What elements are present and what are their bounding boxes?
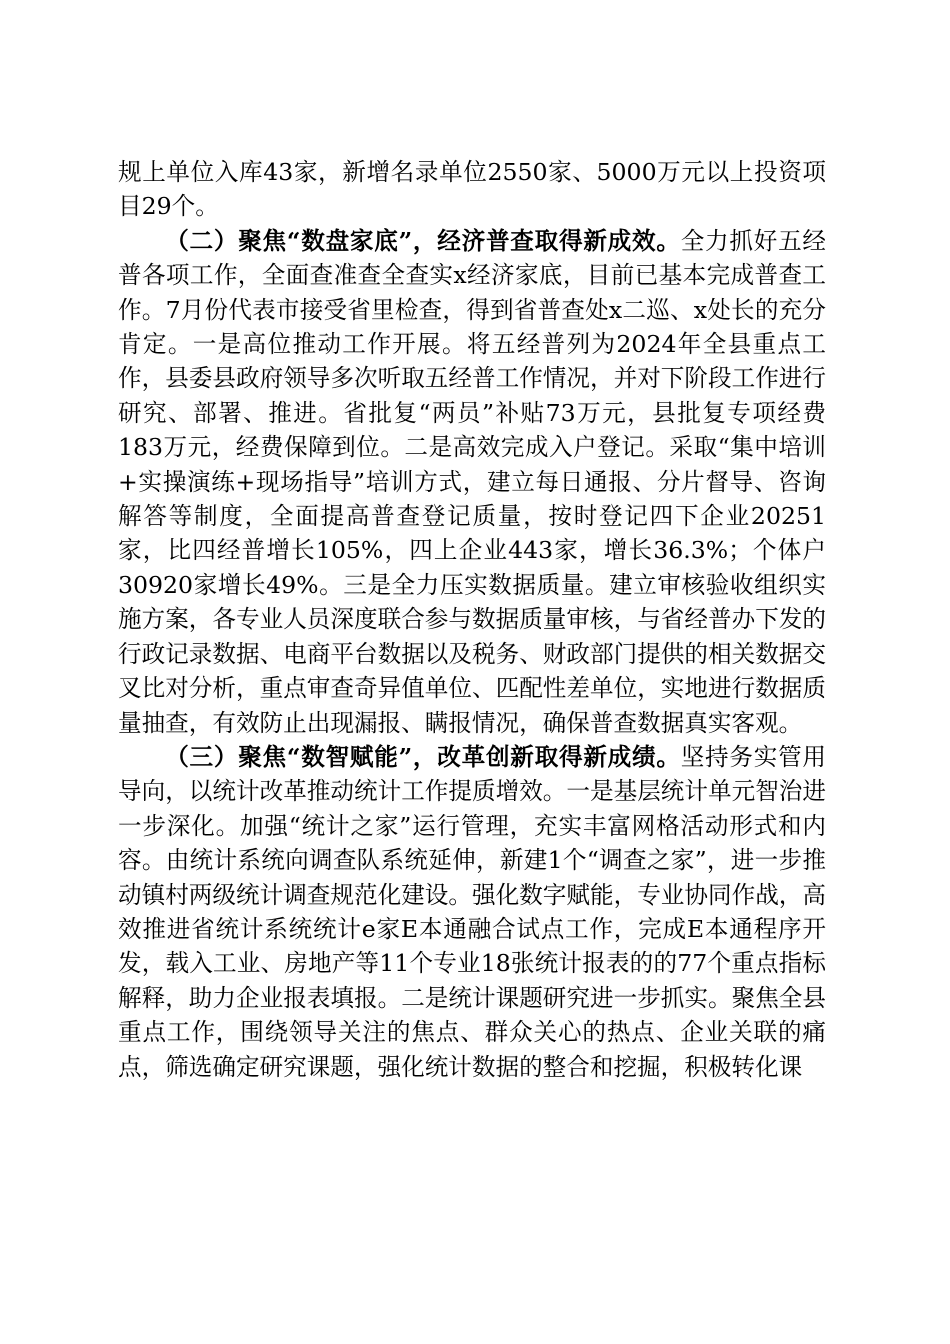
section-heading: （三）聚焦“数智赋能”，改革创新取得新成绩。 xyxy=(165,742,681,771)
section-heading: （二）聚焦“数盘家底”，经济普查取得新成效。 xyxy=(165,226,681,255)
paragraph-text: 坚持务实管用导向，以统计改革推动统计工作提质增效。一是基层统计单元智治进一步深化。加强“统计之家”运行管理，充实丰富网格活动形式和内容。由统计系统向调查队系统延伸，新建1个“调查之家”，进一步推动镇村两级统计调查规范化建设。强化数字赋能，专业协同作战，高效推进省统计系统统计e家E本通融合试点工作，完成E本通程序开发，载入工业、房地产等11个专业18张统计报表的的77个重点指标解释，助力企业报表填报。二是统计课题研究进一步抓实。聚焦全县重点工作，围绕领导关注的焦点、群众关心的热点、企业关联的痛点，筛选确定研究课题，强化统计数据的整合和挖掘，积极转化课 xyxy=(118,742,827,1081)
paragraph-text: 规上单位入库43家，新增名录单位2550家、5000万元以上投资项目29个。 xyxy=(118,158,826,221)
paragraph-continuation xyxy=(118,155,826,224)
paragraph-section-three xyxy=(118,740,826,1084)
paragraph-text: 全力抓好五经普各项工作，全面查准查全查实x经济家底，目前已基本完成普查工作。7月份代表市接受省里检查，得到省普查处x二巡、x处长的充分肯定。一是高位推动工作开展。将五经普列为2024年全县重点工作，县委县政府领导多次听取五经普工作情况，并对下阶段工作进行研究、部署、推进。省批复“两员”补贴73万元，县批复专项经费183万元，经费保障到位。二是高效完成入户登记。采取“集中培训+实操演练+现场指导”培训方式，建立每日通报、分片督导、咨询解答等制度，全面提高普查登记质量，按时登记四下企业20251家，比四经普增长105%，四上企业443家，增长36.3%；个体户30920家增长49%。三是全力压实数据质量。建立审核验收组织实施方案，各专业人员深度联合参与数据质量审核，与省经普办下发的行政记录数据、电商平台数据以及税务、财政部门提供的相关数据交叉比对分析，重点审查奇异值单位、匹配性差单位，实地进行数据质量抽查，有效防止出现漏报、瞒报情况，确保普查数据真实客观。 xyxy=(118,226,827,737)
paragraph-section-two xyxy=(118,224,826,740)
document-page xyxy=(118,155,826,1084)
